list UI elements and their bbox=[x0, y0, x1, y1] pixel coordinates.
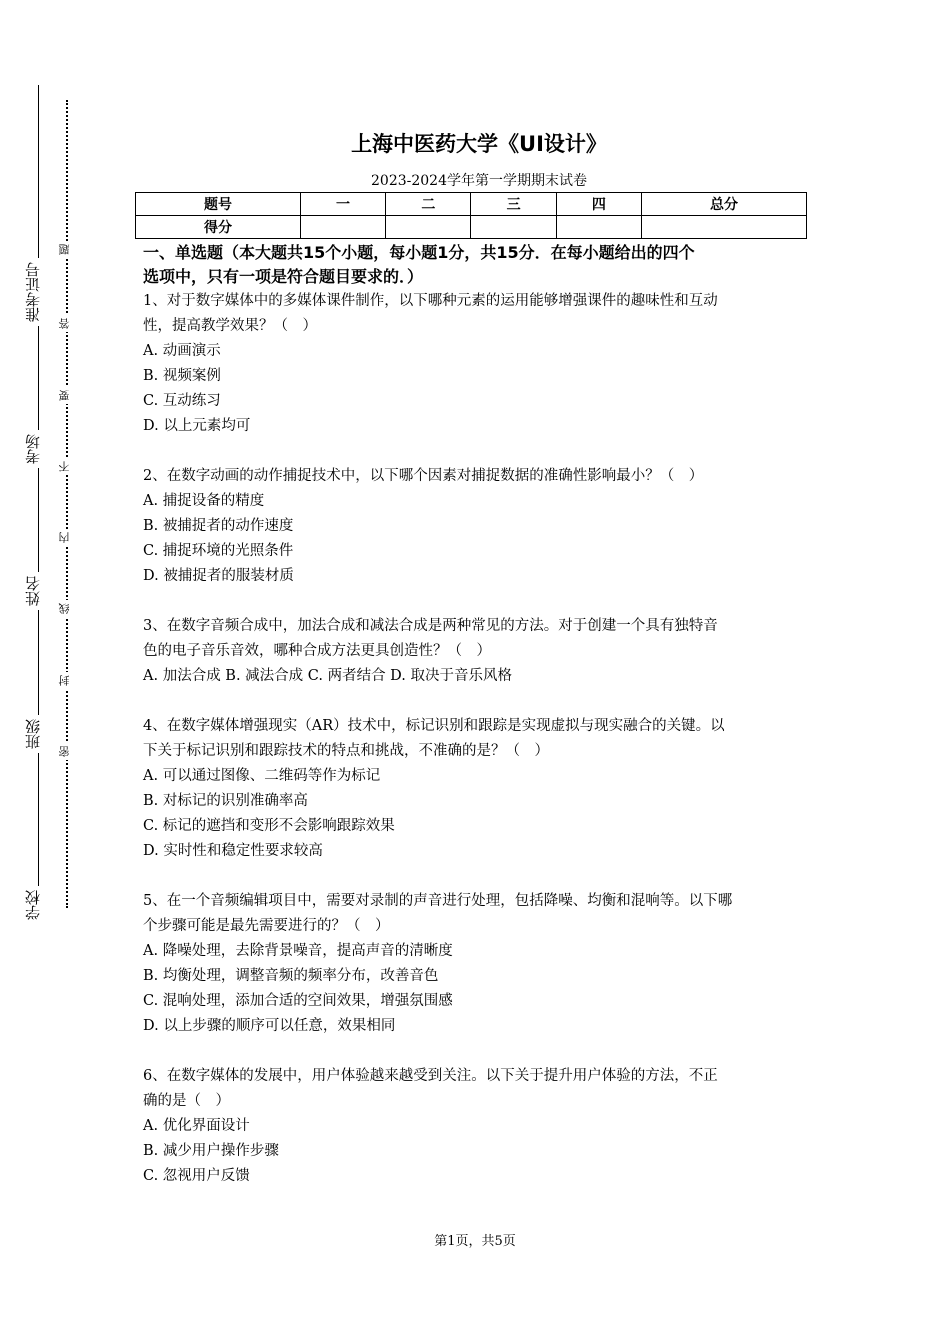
score-cell-header: 四 bbox=[556, 193, 641, 216]
question-option: D. 实时性和稳定性要求较高 bbox=[143, 843, 323, 859]
question-6 bbox=[143, 1064, 815, 1189]
question-option: B. 减少用户操作步骤 bbox=[143, 1143, 279, 1159]
field-label-school: 学校 bbox=[22, 886, 44, 924]
question-option: C. 忽视用户反馈 bbox=[143, 1168, 250, 1184]
exam-title: 上海中医药大学《UI设计》 bbox=[351, 132, 607, 156]
question-2 bbox=[143, 464, 815, 589]
question-option: D. 以上元素均可 bbox=[143, 418, 251, 434]
question-option: C. 混响处理，添加合适的空间效果，增强氛围感 bbox=[143, 993, 453, 1009]
question-option: B. 视频案例 bbox=[143, 368, 221, 384]
score-table bbox=[135, 192, 807, 239]
score-cell-header: 题号 bbox=[136, 193, 301, 216]
question-option: C. 捕捉环境的光照条件 bbox=[143, 543, 294, 559]
binding-dotted-line bbox=[66, 100, 68, 908]
exam-paper bbox=[143, 128, 815, 1214]
question-stem-line: 6、在数字媒体的发展中，用户体验越来越受到关注。以下关于提升用户体验的方法，不正 bbox=[143, 1068, 718, 1084]
field-label-name: 姓名 bbox=[22, 572, 44, 610]
seal-char: 要 bbox=[57, 387, 77, 404]
question-option: A. 降噪处理，去除背景噪音，提高声音的清晰度 bbox=[143, 943, 453, 959]
question-stem-line: 1、对于数字媒体中的多媒体课件制作，以下哪种元素的运用能够增强课件的趣味性和互动 bbox=[143, 293, 718, 309]
score-row-label: 得分 bbox=[136, 216, 301, 239]
question-stem-line: 色的电子音乐音效，哪种合成方法更具创造性？（ ） bbox=[143, 643, 491, 659]
score-cell-blank bbox=[300, 216, 385, 239]
question-1 bbox=[143, 289, 815, 439]
field-label-class: 班级 bbox=[22, 715, 44, 753]
question-option: D. 被捕捉者的服装材质 bbox=[143, 568, 294, 584]
question-3 bbox=[143, 614, 815, 689]
binding-solid-line bbox=[38, 85, 39, 905]
question-option: B. 均衡处理，调整音频的频率分布，改善音色 bbox=[143, 968, 439, 984]
seal-char: 内 bbox=[57, 529, 77, 546]
seal-char: 不 bbox=[57, 458, 77, 475]
question-option: A. 动画演示 bbox=[143, 343, 221, 359]
seal-char: 答 bbox=[57, 315, 77, 332]
score-cell-blank bbox=[642, 216, 807, 239]
question-stem-line: 个步骤可能是最先需要进行的？（ ） bbox=[143, 918, 390, 934]
question-stem-line: 5、在一个音频编辑项目中，需要对录制的声音进行处理，包括降噪、均衡和混响等。以下哪 bbox=[143, 893, 733, 909]
score-cell-blank bbox=[386, 216, 471, 239]
question-4 bbox=[143, 714, 815, 864]
score-table-score-row bbox=[136, 216, 807, 239]
question-stem-line: 性，提高教学效果？（ ） bbox=[143, 318, 317, 334]
question-option: A. 加法合成 B. 减法合成 C. 两者结合 D. 取决于音乐风格 bbox=[143, 668, 513, 684]
question-option: B. 对标记的识别准确率高 bbox=[143, 793, 308, 809]
question-option: A. 可以通过图像、二维码等作为标记 bbox=[143, 768, 381, 784]
page-number: 第1页，共5页 bbox=[434, 1234, 516, 1249]
score-table-header-row bbox=[136, 193, 807, 216]
question-stem-line: 下关于标记识别和跟踪技术的特点和挑战，不准确的是？（ ） bbox=[143, 743, 549, 759]
seal-char: 密 bbox=[57, 743, 77, 760]
question-option: D. 以上步骤的顺序可以任意，效果相同 bbox=[143, 1018, 396, 1034]
question-option: A. 捕捉设备的精度 bbox=[143, 493, 265, 509]
section-heading-line: 选项中，只有一项是符合题目要求的．） bbox=[143, 267, 424, 286]
question-stem-line: 3、在数字音频合成中，加法合成和减法合成是两种常见的方法。对于创建一个具有独特音 bbox=[143, 618, 718, 634]
seal-char: 线 bbox=[57, 600, 77, 617]
exam-subtitle: 2023-2024学年第一学期期末试卷 bbox=[371, 173, 587, 189]
question-stem-line: 确的是（ ） bbox=[143, 1093, 230, 1109]
score-cell-blank bbox=[556, 216, 641, 239]
section-heading-line: 一、单选题（本大题共15个小题，每小题1分，共15分．在每小题给出的四个 bbox=[143, 243, 695, 262]
question-option: C. 标记的遮挡和变形不会影响跟踪效果 bbox=[143, 818, 395, 834]
question-option: C. 互动练习 bbox=[143, 393, 221, 409]
score-cell-header: 二 bbox=[386, 193, 471, 216]
score-cell-blank bbox=[471, 216, 556, 239]
score-cell-header: 三 bbox=[471, 193, 556, 216]
field-label-exam-room: 考场 bbox=[22, 430, 44, 468]
binding-margin bbox=[0, 0, 110, 1344]
score-cell-header: 总分 bbox=[642, 193, 807, 216]
question-option: A. 优化界面设计 bbox=[143, 1118, 250, 1134]
question-list bbox=[143, 289, 815, 1189]
question-option: B. 被捕捉者的动作速度 bbox=[143, 518, 294, 534]
question-stem-line: 4、在数字媒体增强现实（AR）技术中，标记识别和跟踪是实现虚拟与现实融合的关键。以 bbox=[143, 718, 725, 734]
question-5 bbox=[143, 889, 815, 1039]
seal-char: 题 bbox=[57, 241, 77, 258]
section-heading bbox=[143, 241, 815, 289]
seal-char: 封 bbox=[57, 672, 77, 689]
field-label-exam-id: 准考证号 bbox=[22, 258, 44, 326]
score-cell-header: 一 bbox=[300, 193, 385, 216]
question-stem-line: 2、在数字动画的动作捕捉技术中，以下哪个因素对捕捉数据的准确性影响最小？（ ） bbox=[143, 468, 704, 484]
